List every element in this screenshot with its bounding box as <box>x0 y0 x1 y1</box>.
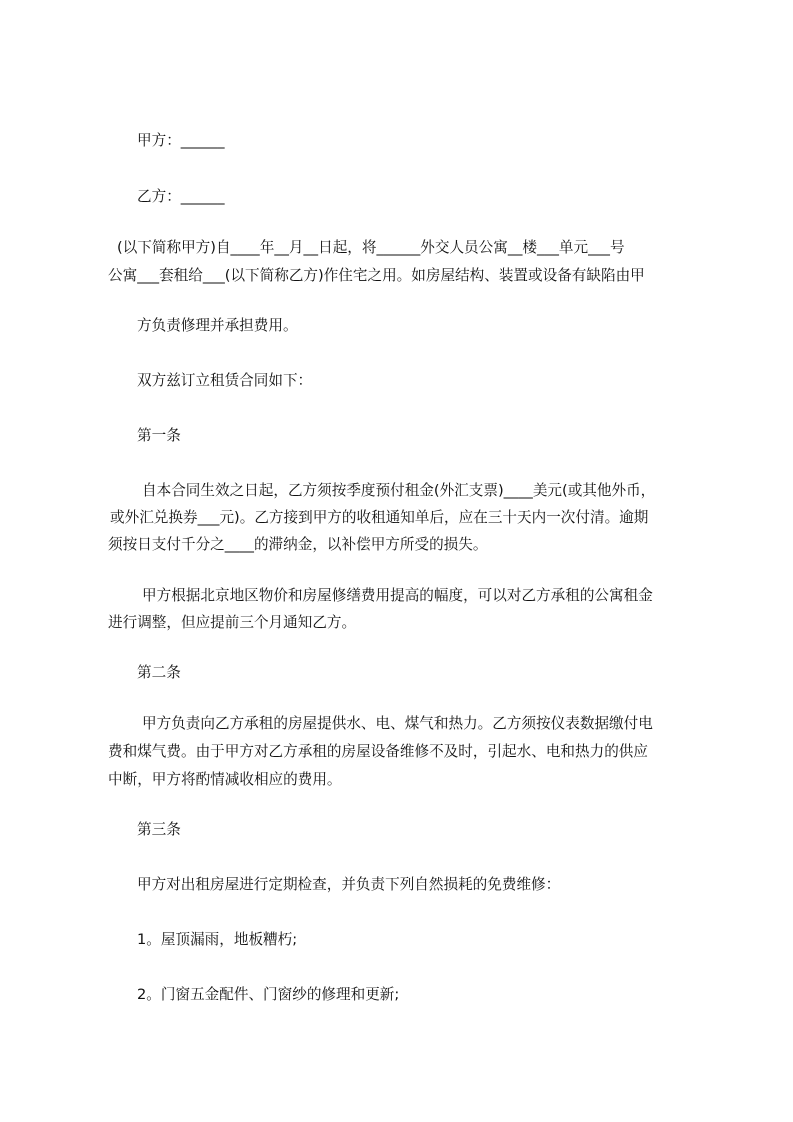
article-1-paragraph-line: 进行调整，但应提前三个月通知乙方。 <box>108 614 357 631</box>
article-3-heading: 第三条 <box>137 821 181 838</box>
intro-paragraph-line: 公寓___套租给___(以下简称乙方)作住宅之用。如房屋结构、装置或设备有缺陷由甲 <box>108 267 645 284</box>
intro-paragraph-line: 方负责修理并承担费用。 <box>137 317 298 334</box>
list-item: 1。屋顶漏雨，地板糟朽; <box>137 931 298 948</box>
party-b-line: 乙方：______ <box>137 188 225 205</box>
intro-paragraph-line: (以下简称甲方)自____年__月__日起，将______外交人员公寓__楼___单元___号 <box>117 239 625 256</box>
article-2-paragraph-line: 甲方负责向乙方承租的房屋提供水、电、煤气和热力。乙方须按仪表数据缴付电 <box>142 715 653 732</box>
article-1-heading: 第一条 <box>137 427 181 444</box>
party-a-line: 甲方：______ <box>137 132 225 149</box>
article-1-paragraph-line: 或外汇兑换券___元)。乙方接到甲方的收租通知单后，应在三十天内一次付清。逾期 <box>110 509 649 526</box>
list-item: 2。门窗五金配件、门窗纱的修理和更新; <box>137 986 400 1003</box>
article-3-paragraph: 甲方对出租房屋进行定期检查，并负责下列自然损耗的免费维修： <box>137 876 561 893</box>
article-2-heading: 第二条 <box>137 664 181 681</box>
article-1-paragraph-line: 自本合同生效之日起，乙方须按季度预付租金(外汇支票)____美元(或其他外币， <box>142 482 656 499</box>
article-1-paragraph-line: 甲方根据北京地区物价和房屋修缮费用提高的幅度，可以对乙方承租的公寓租金 <box>142 587 653 604</box>
contract-preamble: 双方兹订立租赁合同如下： <box>137 372 313 389</box>
article-1-paragraph-line: 须按日支付千分之____的滞纳金，以补偿甲方所受的损失。 <box>108 536 488 553</box>
article-2-paragraph-line: 中断，甲方将酌情减收相应的费用。 <box>108 771 342 788</box>
article-2-paragraph-line: 费和煤气费。由于甲方对乙方承租的房屋设备维修不及时，引起水、电和热力的供应 <box>108 743 648 760</box>
